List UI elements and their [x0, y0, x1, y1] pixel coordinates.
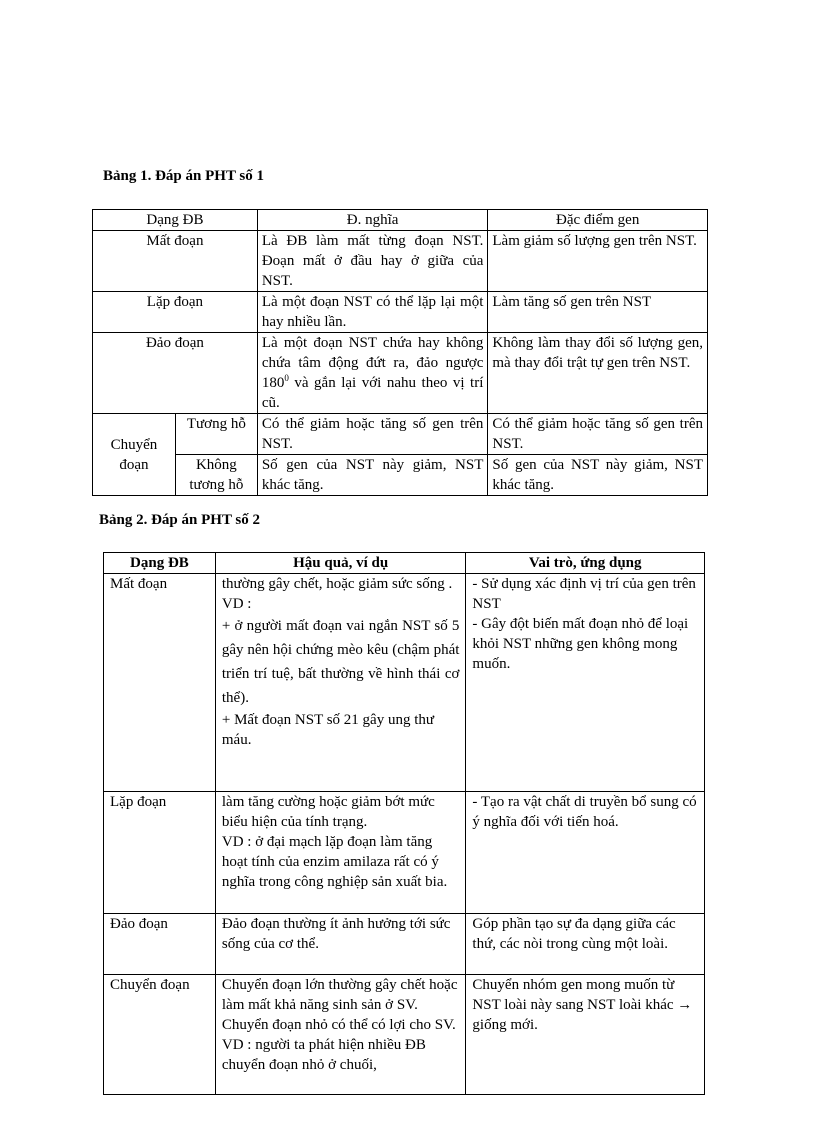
definition-cell: Có thể giảm hoặc tăng số gen trên NST.: [257, 414, 488, 455]
table-row: [104, 975, 705, 1095]
subtype-cell: Không tương hỗ: [175, 455, 257, 496]
table-row: [93, 414, 708, 455]
definition-cell: Số gen của NST này giảm, NST khác tăng.: [257, 455, 488, 496]
role-text: Chuyển nhóm gen mong muốn từ NST loài này sang NST loài khác → giống mới.: [472, 977, 693, 1033]
translocation-label: Chuyển đoạn: [93, 414, 176, 496]
example-text: + ở người mất đoạn vai ngắn NST số 5 gây nên hội chứng mèo kêu (chậm phát triển trí tuệ, bất thường về hình thái cơ thể).: [221, 618, 460, 706]
type-cell: Mất đoạn: [93, 231, 258, 292]
table-header-row: [93, 210, 708, 231]
definition-cell: Là một đoạn NST có thể lặp lại một hay nhiều lần.: [257, 292, 488, 333]
example-text: VD : người ta phát hiện nhiều ĐB chuyển đoạn nhỏ ở chuối,: [221, 1037, 426, 1073]
table-row: [104, 574, 705, 792]
definition-cell: Là ĐB làm mất từng đoạn NST. Đoạn mất ở đầu hay ở giữa của NST.: [257, 231, 488, 292]
header-cell: Đ. nghĩa: [257, 210, 488, 231]
type-cell: Đảo đoạn: [104, 914, 216, 975]
degree-superscript: 0: [284, 373, 289, 383]
header-cell: Dạng ĐB: [104, 553, 216, 574]
table1-heading: Bảng 1. Đáp án PHT số 1: [103, 168, 265, 184]
mutation-effects-table: [103, 552, 705, 1095]
header-cell: Dạng ĐB: [93, 210, 258, 231]
genes-cell: Không làm thay đổi số lượng gen, mà thay đổi trật tự gen trên NST.: [488, 333, 708, 414]
table2-heading: Bảng 2. Đáp án PHT số 2: [99, 512, 261, 528]
type-cell: Mất đoạn: [104, 574, 216, 792]
definition-text: và gắn lại với nahu theo vị trí cũ.: [261, 375, 484, 411]
effect-text: Đảo đoạn thường ít ảnh hưởng tới sức sống của cơ thể.: [221, 916, 451, 952]
genes-cell: Làm tăng số gen trên NST: [488, 292, 708, 333]
effects-cell: [215, 914, 466, 975]
type-cell: Đảo đoạn: [93, 333, 258, 414]
roles-cell: [466, 975, 705, 1095]
type-cell: Lặp đoạn: [104, 792, 216, 914]
example-text: VD : ở đại mạch lặp đoạn làm tăng hoạt tính của enzim amilaza rất có ý nghĩa trong công nghiệp sản xuất bia.: [221, 834, 448, 890]
genes-cell: Có thể giảm hoặc tăng số gen trên NST.: [488, 414, 708, 455]
role-text: - Sử dụng xác định vị trí của gen trên NST: [472, 576, 696, 612]
subtype-cell: Tương hỗ: [175, 414, 257, 455]
mutation-definition-table: [92, 209, 708, 496]
table-header-row: [104, 553, 705, 574]
effect-text: làm tăng cường hoặc giảm bớt mức biểu hiện của tính trạng.: [221, 794, 435, 830]
header-cell: Đặc điểm gen: [488, 210, 708, 231]
effects-cell: [215, 792, 466, 914]
effect-text: thường gây chết, hoặc giảm sức sống .: [221, 576, 453, 592]
example-text: + Mất đoạn NST số 21 gây ung thư máu.: [221, 712, 435, 748]
table-row: [104, 914, 705, 975]
type-cell: Chuyển đoạn: [104, 975, 216, 1095]
genes-cell: Số gen của NST này giảm, NST khác tăng.: [488, 455, 708, 496]
table-row: [93, 231, 708, 292]
genes-cell: Làm giảm số lượng gen trên NST.: [488, 231, 708, 292]
header-cell: Hậu quả, ví dụ: [215, 553, 466, 574]
table-row: [93, 333, 708, 414]
example-label: VD :: [221, 596, 252, 612]
roles-cell: [466, 914, 705, 975]
table-row: [93, 455, 708, 496]
roles-cell: [466, 792, 705, 914]
table-row: [93, 292, 708, 333]
effects-cell: [215, 574, 466, 792]
role-text: - Gây đột biến mất đoạn nhỏ để loại khỏi NST những gen không mong muốn.: [472, 616, 689, 672]
definition-cell: [257, 333, 488, 414]
effects-cell: [215, 975, 466, 1095]
header-cell: Vai trò, ứng dụng: [466, 553, 705, 574]
role-text: - Tạo ra vật chất di truyền bổ sung có ý nghĩa đối với tiến hoá.: [472, 794, 697, 830]
roles-cell: [466, 574, 705, 792]
table-row: [104, 792, 705, 914]
type-cell: Lặp đoạn: [93, 292, 258, 333]
effect-text: Chuyển đoạn lớn thường gây chết hoặc làm mất khả năng sinh sản ở SV. Chuyển đoạn nhỏ có thể có lợi cho SV.: [221, 977, 458, 1033]
definition-text: Là một đoạn NST chứa hay không chứa tâm động đứt ra, đảo ngược 180: [261, 335, 484, 391]
role-text: Góp phần tạo sự đa dạng giữa các thứ, các nòi trong cùng một loài.: [472, 916, 676, 952]
